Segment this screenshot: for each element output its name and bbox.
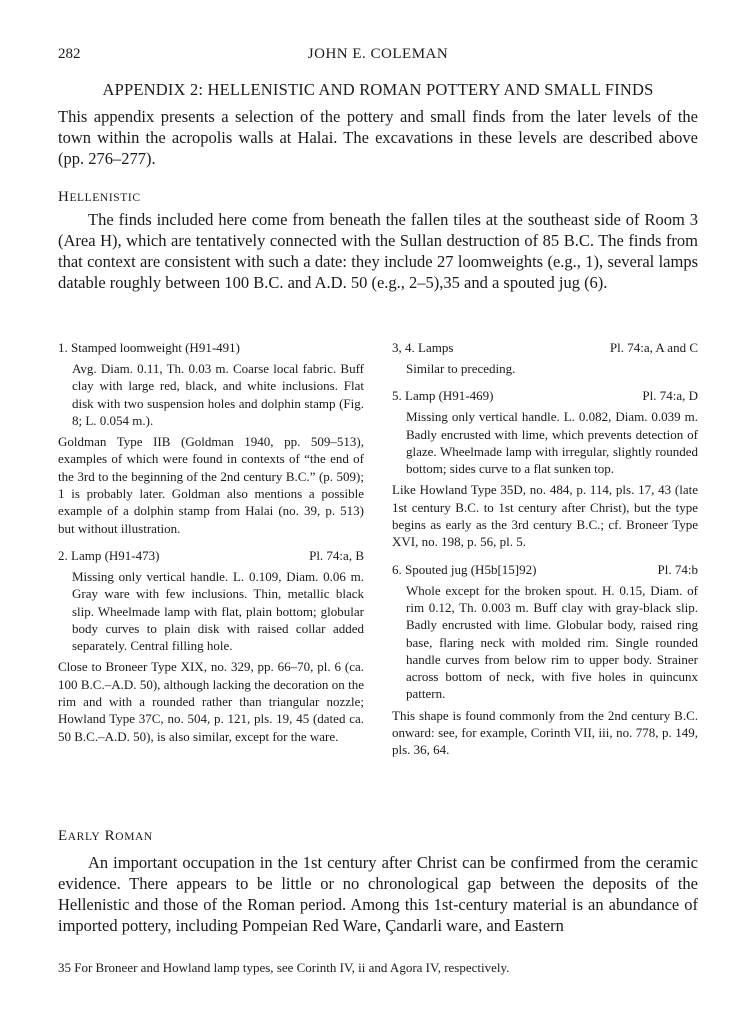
appendix-title: APPENDIX 2: HELLENISTIC AND ROMAN POTTERY AND SMALL FINDS	[102, 80, 654, 99]
catalog-column-left	[58, 339, 364, 745]
entry-heading	[58, 339, 364, 357]
entry-description: Missing only vertical handle. L. 0.082, Diam. 0.039 m. Badly encrusted with lime, which prevents detection of glaze. Wheelmade lamp with irregular, slightly rounded bottom; sides curve to a flat sunken top.	[406, 409, 698, 477]
catalog-entry-3-4	[392, 339, 698, 377]
page-header	[58, 46, 698, 66]
entry-description: Missing only vertical handle. L. 0.109, Diam. 0.06 m. Gray ware with few inclusions. Thin, metallic black slip. Wheelmade lamp with flat, plain bottom; globular body curves to plain disk with raised collar added separately. Central filling hole.	[72, 568, 364, 654]
catalog-entry-6	[392, 561, 698, 759]
page-number: 282	[58, 46, 81, 62]
entry-heading	[392, 387, 698, 405]
entry-plate-ref: Pl. 74:a, A and C	[609, 340, 698, 355]
entry-description: Similar to preceding.	[406, 361, 516, 376]
catalog-column-right	[392, 339, 698, 759]
hellenistic-paragraph: The finds included here come from beneath the fallen tiles at the southeast side of Room 3 (Area H), which are tentatively connected with the Sullan destruction of 85 B.C. The finds from that context are consistent with such a date: they include 27 loomweights (e.g., 1), several lamps datable roughly between 100 B.C. and A.D. 50 (e.g., 2–5),35 and a spouted jug (6).	[58, 210, 698, 292]
entry-plate-ref: Pl. 74:b	[657, 561, 698, 577]
entry-label: 2. Lamp (H91-473)	[58, 547, 160, 563]
running-head: JOHN E. COLEMAN	[307, 46, 449, 62]
early-roman-heading: EARLY ROMAN	[58, 828, 153, 844]
entry-label: 3, 4. Lamps	[392, 340, 454, 355]
hellenistic-heading: HELLENISTIC	[58, 189, 141, 205]
entry-label: 5. Lamp (H91-469)	[392, 388, 494, 404]
entry-commentary: Goldman Type IIB (Goldman 1940, pp. 509–513), examples of which were found in contexts of “the end of the 3rd to the beginning of the 2nd century B.C.” (p. 509); 1 is probably later. Goldman also mentions a possible example of a dolphin stamp from Halai (no. 39, p. 513) but without illustration.	[58, 434, 364, 536]
entry-label: 6. Spouted jug (H5b[15]92)	[392, 561, 537, 577]
entry-heading	[392, 339, 698, 357]
catalog-entry-2	[58, 547, 364, 745]
entry-heading	[392, 561, 698, 579]
entry-commentary: Close to Broneer Type XIX, no. 329, pp. 66–70, pl. 6 (ca. 100 B.C.–A.D. 50), although lacking the decoration on the rim and with a rounded rather than triangular nozzle; Howland Type 37C, no. 504, p. 121, pls. 19, 45 (dated ca. 50 B.C.–A.D. 50), is also similar, except for the ware.	[58, 659, 364, 744]
early-roman-paragraph: An important occupation in the 1st century after Christ can be confirmed from the ceramic evidence. There appears to be little or no chronological gap between the deposits of the Hellenistic and those of the Roman period. Among this 1st-century material is an abundance of imported pottery, including Pompeian Red Ware, Çandarli ware, and Eastern	[58, 853, 698, 935]
entry-plate-ref: Pl. 74:a, D	[642, 388, 698, 404]
footnote-35: 35 For Broneer and Howland lamp types, see Corinth IV, ii and Agora IV, respectively.	[58, 960, 510, 975]
entry-commentary: This shape is found commonly from the 2nd century B.C. onward: see, for example, Corinth VII, iii, no. 778, p. 149, pls. 36, 64.	[392, 707, 698, 758]
catalog-entry-1	[58, 339, 364, 537]
intro-paragraph: This appendix presents a selection of the pottery and small finds from the later levels of the town within the acropolis walls at Halai. The excavations in these levels are described above (pp. 276–277).	[58, 107, 698, 168]
catalog-entry-5	[392, 387, 698, 550]
entry-label: 1. Stamped loomweight (H91-491)	[58, 340, 240, 355]
entry-commentary: Like Howland Type 35D, no. 484, p. 114, pls. 17, 43 (late 1st century B.C. to 1st century after Christ), but the type begins as early as the 3rd century B.C.; cf. Broneer Type XVI, no. 198, p. 56, pl. 5.	[392, 482, 698, 550]
entry-plate-ref: Pl. 74:a, B	[309, 547, 364, 563]
entry-description: Avg. Diam. 0.11, Th. 0.03 m. Coarse local fabric. Buff clay with large red, black, and white inclusions. Flat disk with two suspension holes and dolphin stamp (Fig. 8; L. 0.054 m.).	[72, 361, 364, 428]
entry-heading	[58, 547, 364, 565]
entry-description: Whole except for the broken spout. H. 0.15, Diam. of rim 0.12, Th. 0.003 m. Buff clay with gray-black slip. Badly encrusted with lime. Globular body, raised ring base, flaring neck with molded rim. Single rounded handle curves from below rim to upper body. Strainer across bottom of neck, with five holes in quincunx pattern.	[406, 582, 698, 702]
